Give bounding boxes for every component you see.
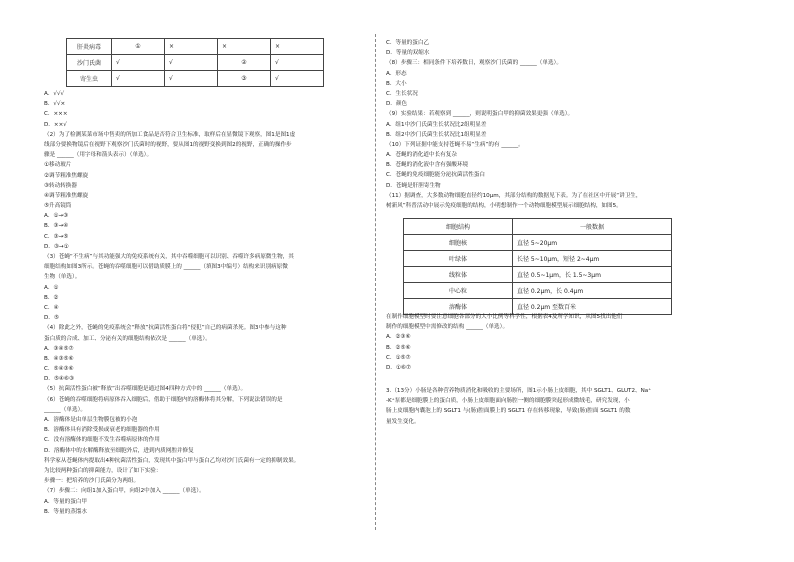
- right-top-line: B．苍蝇的消化液中含有强酸环境: [386, 162, 469, 169]
- cell-structure-table: [403, 218, 672, 315]
- left-line: D．③→①: [44, 243, 69, 250]
- right-top-line: （8）步骤三：相同条件下培养数日，观察沙门氏菌的 ______（单选）。: [386, 60, 562, 67]
- table-row: [404, 267, 672, 283]
- left-line: A．①→③: [44, 213, 69, 220]
- table-cell: 直径 0.2μm 至数百米: [513, 299, 672, 315]
- left-line: （7）步骤二：向组1加入蛋白甲，向组2中加入 ______（单选）。: [44, 488, 205, 495]
- left-line: B．√√×: [44, 101, 66, 108]
- table-row: [404, 235, 672, 251]
- right-top-line: （11）据调查，大多数动物细胞直径约10μm，其部分结构的数据见下表。为了在社区中开展“讲卫生，: [386, 192, 642, 199]
- left-line: A．①: [44, 284, 59, 291]
- right-top-line: C．苍蝇的免疫细胞能分泌抗菌活性蛋白: [386, 172, 486, 179]
- table-row: [404, 283, 672, 299]
- right-top-line: A．组1中沙门氏菌生长状况比2组明显差: [386, 121, 487, 128]
- left-line: 为比较两种蛋白的抑菌能力，设计了如下实验：: [44, 467, 162, 474]
- column-divider: [375, 34, 376, 530]
- left-line: 步骤一：把培养的沙门氏菌分为两组。: [44, 478, 140, 485]
- table-row: [67, 55, 324, 71]
- left-line: B．③→④: [44, 223, 69, 230]
- right-top-line: （9）实验结果：若观察到 ______，则说明蛋白甲的抑菌效果更强（单选）。: [386, 111, 574, 118]
- right-top-line: C．等量的蛋白乙: [386, 40, 430, 46]
- right-bottom-line: C．①⑤⑦: [386, 354, 411, 361]
- left-line: B．等量的蒸馏水: [44, 508, 87, 515]
- left-column-text: [44, 89, 344, 517]
- table-cell: ③: [218, 71, 271, 87]
- right-bottom-line: 在制作细胞模型时要注意细胞各部分的大小比例等科学性，根据表4及所学知识，从图5找出他们: [386, 314, 623, 320]
- table-cell: ①: [112, 39, 165, 55]
- table-cell: 直径 5~20μm: [513, 235, 672, 251]
- left-line: A．√√√: [44, 91, 65, 97]
- table-cell: 中心粒: [404, 283, 513, 299]
- left-line: ⑤升高镜筒: [44, 203, 72, 210]
- table-header-cell: 细胞结构: [404, 219, 513, 235]
- table-cell: ×: [271, 39, 324, 55]
- left-line: 蛋白质的合成、加工、分泌有关的细胞结构依次是 ______（单选）。: [44, 335, 211, 342]
- table-cell: 线粒体: [404, 267, 513, 283]
- left-line: ③转动转换器: [44, 182, 77, 189]
- right-top-line: B．组2中沙门氏菌生长状况比1组明显差: [386, 131, 487, 138]
- table-cell: √: [271, 55, 324, 71]
- table-header-row: [404, 219, 672, 235]
- right-top-line: A．苍蝇的消化道中长有复杂: [386, 152, 457, 159]
- left-line: 线部分要换物镜后在视野下观察沙门氏菌时的视野，要从图1的视野变换到图2的视野，正确的操作步: [44, 141, 292, 148]
- table-cell: √: [271, 71, 324, 87]
- left-line: （3）苍蝇“不生病”与其功能强大的免疫系统有关，其中吞噬细胞可以识别、吞噬许多病原微生物，其: [44, 254, 294, 260]
- left-line: B．④③⑤⑥: [44, 355, 74, 362]
- table-cell: 细胞核: [404, 235, 513, 251]
- right-bottom-line: A．②③⑥: [386, 334, 411, 341]
- left-line: ②调节粗准焦螺旋: [44, 172, 89, 179]
- left-line: D．⑤④⑥③: [44, 376, 74, 383]
- table-cell: √: [112, 71, 165, 87]
- table-cell: √: [165, 71, 218, 87]
- pathogen-table: [66, 38, 324, 87]
- table-cell: 长径 5~10μm，短径 2~4μm: [513, 251, 672, 267]
- left-line: A．③④⑤⑦: [44, 345, 74, 352]
- table-cell: 寄生虫: [67, 71, 112, 87]
- table-cell: 肝炎病毒: [67, 39, 112, 55]
- table-row: [67, 71, 324, 87]
- right-top-line: D．等量的双缩水: [386, 50, 430, 57]
- left-line: D．××√: [44, 121, 67, 128]
- table-cell: ×: [165, 39, 218, 55]
- left-line: ①移动玻片: [44, 162, 72, 169]
- left-line: C．×××: [44, 111, 68, 118]
- table-row: [404, 251, 672, 267]
- left-line: （5）抗菌活性蛋白被“释放”出吞噬细胞是通过图4四种方式中的 ______（单选）。: [44, 386, 247, 393]
- table-cell: √: [165, 55, 218, 71]
- left-line: C．④: [44, 304, 59, 311]
- table-cell: ②: [218, 55, 271, 71]
- table-cell: √: [112, 55, 165, 71]
- left-line: D．溶酶体中的水解酶释放至细胞外后，进到内质网腔并修复: [44, 447, 194, 454]
- right-top-line: 树新风”科普活动中展示免疫细胞的结构，小明想制作一个动物细胞模型展示细胞结构，如图5。: [386, 203, 622, 209]
- left-line: C．没有溶酶体的细胞不发生吞噬病原体的作用: [44, 437, 160, 444]
- left-line: 骤是 ______（用字母和箭头表示）（单选）。: [44, 152, 153, 159]
- left-line: 生物（单选）。: [44, 274, 81, 281]
- question-3-line: 3.（13分）小肠是各种营养物质消化和吸收的主要场所，图1示小肠上皮细胞，其中 SGLT1、GLUT2、Na⁺: [386, 388, 652, 394]
- question-3-line: -K⁺泵都是细胞膜上的蛋白质，小肠上皮细胞面向肠腔一侧的细胞膜突起形成微绒毛，研究发现，小: [386, 398, 630, 405]
- table-cell: 沙门氏菌: [67, 55, 112, 71]
- left-line: B．溶酶体具有消除受损或衰老的细胞器的作用: [44, 427, 160, 434]
- right-top-line: A．形态: [386, 70, 407, 77]
- right-bottom-line: B．②⑤⑥: [386, 344, 411, 351]
- left-line: （2）为了检测某菜市场中售卖的所加工食品是否符合卫生标准，取样后在显微镜下观察，图1是图1虚: [44, 131, 296, 138]
- table-cell: 叶绿体: [404, 251, 513, 267]
- left-line: A．等量的蛋白甲: [44, 498, 87, 505]
- left-line: D．⑤: [44, 315, 59, 322]
- left-line: 科学家从苍蝇体内提取出4种抗菌活性蛋白，发现其中蛋白甲与蛋白乙均对沙门氏菌有一定的抑制效果。: [44, 457, 300, 464]
- right-bottom-line: 制作的细胞模型中需修改的结构 ______（单选）。: [386, 324, 509, 331]
- right-top-line: C．生长状况: [386, 90, 418, 97]
- left-line: A．溶酶体是由单层生物膜包被的小泡: [44, 417, 138, 423]
- right-bottom-line: D．①⑥⑦: [386, 364, 411, 371]
- right-top-line: （10）下列证据中能支持苍蝇不易“生病”的有 ______。: [386, 141, 524, 148]
- right-column-text-bottom: [386, 312, 731, 373]
- left-line: B．②: [44, 294, 59, 301]
- question-3-line: 肠上皮细胞内囊泡上的 SGLT1 与(肠)腔面膜上的 SGLT1 存在转移现象，导致(肠)腔面 SGLT1 的数: [386, 408, 631, 415]
- left-line: C．⑤④③⑥: [44, 366, 74, 373]
- table-cell: 溶酶体: [404, 299, 513, 315]
- table-cell: ×: [218, 39, 271, 55]
- question-3-text: [386, 386, 731, 427]
- right-top-line: B．大小: [386, 80, 407, 87]
- right-column-text-top: [386, 38, 731, 211]
- left-line: ④调节粗准焦螺旋: [44, 192, 89, 199]
- left-line: （4）除此之外，苍蝇的免疫系统会“释放”抗菌活性蛋白将“侵犯”自己的病菌杀死。图3中参与这种: [44, 325, 287, 332]
- table-row: [67, 39, 324, 55]
- left-line: ______（单选）。: [44, 406, 86, 413]
- table-cell: 直径 0.2μm，长 0.4μm: [513, 283, 672, 299]
- question-3-line: 量发生变化。: [386, 418, 420, 425]
- table-cell: 直径 0.5~1μm，长 1.5~3μm: [513, 267, 672, 283]
- table-header-cell: 一般数据: [513, 219, 672, 235]
- right-top-line: D．苍蝇是肝胆寄生物: [386, 182, 441, 189]
- left-line: （6）苍蝇的吞噬细胞将病原体吞入细胞后，借助于细胞内的溶酶体将其分解，下列说法错误的是: [44, 396, 283, 403]
- left-line: 细胞结构如图3所示。苍蝇的吞噬细胞可以借助质膜上的 ______（填图3中编号）结构来识别病原微: [44, 264, 288, 271]
- right-top-line: D．颜色: [386, 101, 408, 108]
- left-line: C．③→⑤: [44, 233, 69, 240]
